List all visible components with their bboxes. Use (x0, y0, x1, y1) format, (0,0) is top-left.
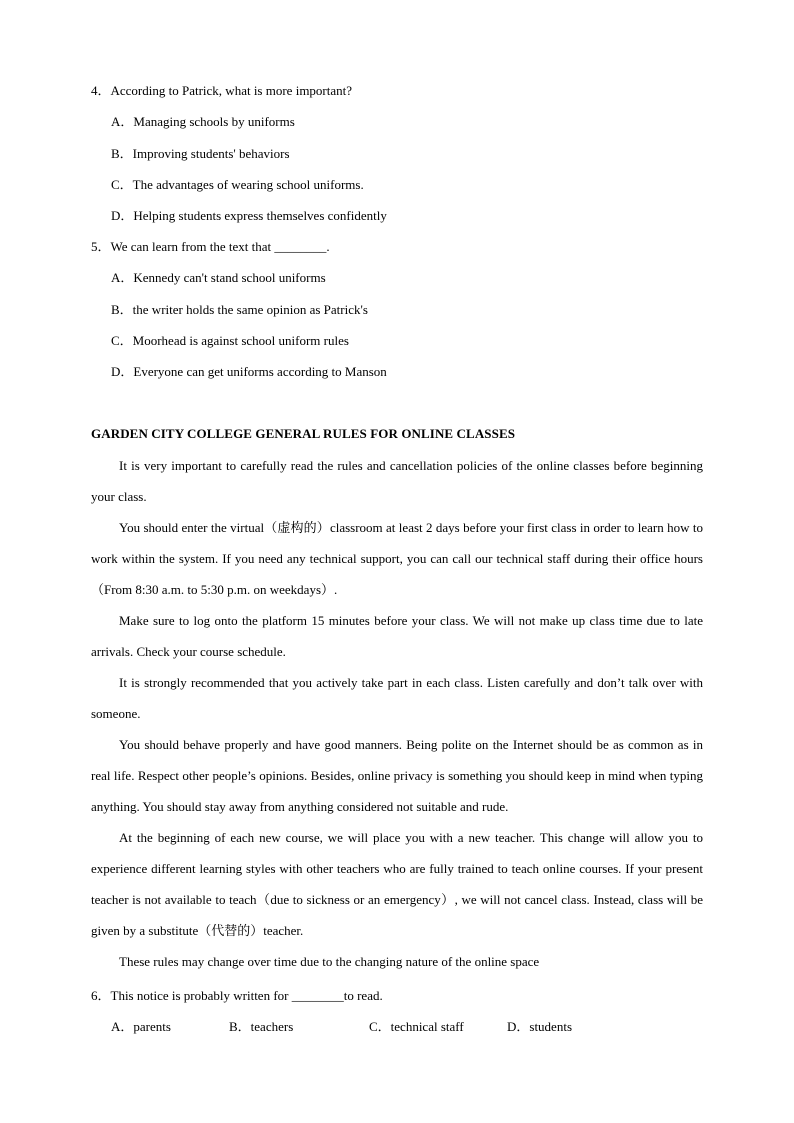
passage-paragraph-6: At the beginning of each new course, we will place you with a new teacher. This change will allow you to experience different learning styles with other teachers who are fully trained to teach online courses. If your present teacher is not available to teach（due to sickness or an emergency）, we will not cancel class. Instead, class will be given by a substitute（代替的）teacher. (91, 830, 703, 938)
passage-paragraph-1: It is very important to carefully read the rules and cancellation policies of the online classes before beginning your class. (91, 458, 703, 504)
passage-body (91, 450, 703, 977)
question-6-option-d: D．students (507, 1019, 573, 1034)
question-5-stem: 5．We can learn from the text that ________. (91, 239, 330, 254)
passage-paragraph-7: These rules may change over time due to the changing nature of the online space (119, 954, 540, 969)
question-4-option-b: B．Improving students' behaviors (111, 146, 290, 161)
question-6-options (0, 1019, 794, 1035)
passage-paragraph-5: You should behave properly and have good manners. Being polite on the Internet should be as common as in real life. Respect other people’s opinions. Besides, online privacy is something you should keep in mind when typing anything. You should stay away from anything considered not suitable and rude. (91, 737, 703, 814)
question-5-option-b: B．the writer holds the same opinion as Patrick's (111, 302, 368, 317)
question-4-option-c: C．The advantages of wearing school uniforms. (111, 177, 364, 192)
question-4-option-a: A．Managing schools by uniforms (111, 114, 295, 129)
passage-paragraph-4: It is strongly recommended that you actively take part in each class. Listen carefully and don’t talk over with someone. (91, 675, 703, 721)
question-6-option-b: B．teachers (229, 1019, 294, 1034)
question-6-option-c: C．technical staff (369, 1019, 464, 1034)
question-4-stem: 4．According to Patrick, what is more important? (91, 83, 353, 98)
question-5-option-a: A．Kennedy can't stand school uniforms (111, 270, 326, 285)
question-4-option-d: D．Helping students express themselves confidently (111, 208, 387, 223)
passage-title: GARDEN CITY COLLEGE GENERAL RULES FOR ONLINE CLASSES (91, 426, 516, 441)
question-6-stem: 6．This notice is probably written for ________to read. (91, 988, 383, 1003)
passage-paragraph-2: You should enter the virtual（虚构的）classroom at least 2 days before your first class in order to learn how to work within the system. If you need any technical support, you can call our technical staff during their office hours（From 8:30 a.m. to 5:30 p.m. on weekdays）. (91, 520, 703, 597)
passage-paragraph-3: Make sure to log onto the platform 15 minutes before your class. We will not make up class time due to late arrivals. Check your course schedule. (91, 613, 703, 659)
question-5-option-d: D．Everyone can get uniforms according to Manson (111, 364, 387, 379)
question-5-option-c: C．Moorhead is against school uniform rules (111, 333, 349, 348)
question-6-option-a: A．parents (111, 1019, 171, 1034)
